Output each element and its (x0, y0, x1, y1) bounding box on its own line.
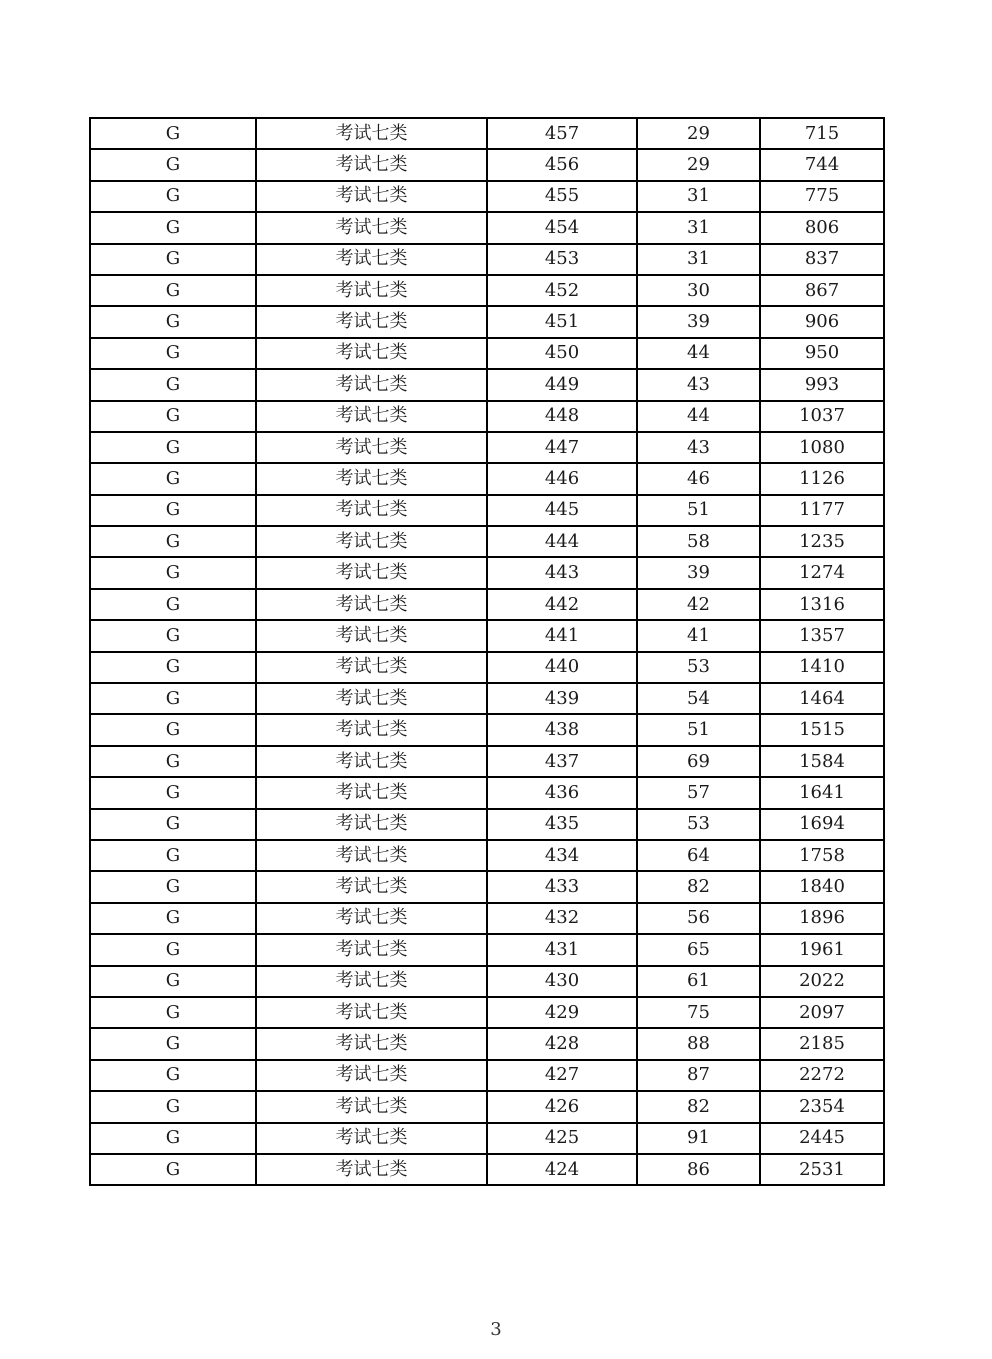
count-cell: 51 (637, 495, 760, 526)
cumulative-cell: 2185 (760, 1028, 884, 1059)
table-row (90, 401, 884, 432)
count-cell: 88 (637, 1028, 760, 1059)
count-cell: 87 (637, 1060, 760, 1091)
exam-type-cell: 考试七类 (256, 620, 487, 651)
table-row (90, 369, 884, 400)
table-row (90, 338, 884, 369)
count-cell: 41 (637, 620, 760, 651)
score-cell: 435 (487, 809, 637, 840)
cumulative-cell: 806 (760, 212, 884, 243)
score-cell: 425 (487, 1123, 637, 1154)
exam-type-cell: 考试七类 (256, 275, 487, 306)
cumulative-cell: 1410 (760, 652, 884, 683)
table-row (90, 149, 884, 180)
exam-type-cell: 考试七类 (256, 526, 487, 557)
cumulative-cell: 1177 (760, 495, 884, 526)
exam-type-cell: 考试七类 (256, 306, 487, 337)
score-cell: 427 (487, 1060, 637, 1091)
cumulative-cell: 1235 (760, 526, 884, 557)
score-cell: 450 (487, 338, 637, 369)
score-cell: 457 (487, 118, 637, 149)
exam-type-cell: 考试七类 (256, 966, 487, 997)
count-cell: 82 (637, 1091, 760, 1122)
exam-type-cell: 考试七类 (256, 244, 487, 275)
exam-type-cell: 考试七类 (256, 1091, 487, 1122)
score-cell: 452 (487, 275, 637, 306)
table-row (90, 557, 884, 588)
category-cell: G (90, 997, 256, 1028)
cumulative-cell: 1694 (760, 809, 884, 840)
table-row (90, 118, 884, 149)
category-cell: G (90, 1154, 256, 1185)
category-cell: G (90, 1091, 256, 1122)
category-cell: G (90, 966, 256, 997)
category-cell: G (90, 181, 256, 212)
count-cell: 44 (637, 401, 760, 432)
table-row (90, 809, 884, 840)
score-cell: 424 (487, 1154, 637, 1185)
category-cell: G (90, 871, 256, 902)
cumulative-cell: 1584 (760, 746, 884, 777)
cumulative-cell: 2097 (760, 997, 884, 1028)
cumulative-cell: 1357 (760, 620, 884, 651)
table-row (90, 652, 884, 683)
cumulative-cell: 1316 (760, 589, 884, 620)
count-cell: 46 (637, 463, 760, 494)
score-cell: 434 (487, 840, 637, 871)
table-row (90, 306, 884, 337)
count-cell: 86 (637, 1154, 760, 1185)
score-cell: 454 (487, 212, 637, 243)
exam-type-cell: 考试七类 (256, 683, 487, 714)
category-cell: G (90, 840, 256, 871)
table-row (90, 432, 884, 463)
table-row (90, 589, 884, 620)
count-cell: 30 (637, 275, 760, 306)
category-cell: G (90, 118, 256, 149)
table-row (90, 934, 884, 965)
score-cell: 440 (487, 652, 637, 683)
cumulative-cell: 1515 (760, 714, 884, 745)
cumulative-cell: 2272 (760, 1060, 884, 1091)
category-cell: G (90, 401, 256, 432)
score-cell: 441 (487, 620, 637, 651)
score-cell: 443 (487, 557, 637, 588)
score-cell: 442 (487, 589, 637, 620)
table-row (90, 746, 884, 777)
category-cell: G (90, 1123, 256, 1154)
exam-type-cell: 考试七类 (256, 840, 487, 871)
table-row (90, 1060, 884, 1091)
table-row (90, 526, 884, 557)
count-cell: 39 (637, 557, 760, 588)
category-cell: G (90, 589, 256, 620)
cumulative-cell: 1126 (760, 463, 884, 494)
exam-type-cell: 考试七类 (256, 1060, 487, 1091)
category-cell: G (90, 275, 256, 306)
score-cell: 448 (487, 401, 637, 432)
table-row (90, 1154, 884, 1185)
exam-type-cell: 考试七类 (256, 463, 487, 494)
category-cell: G (90, 934, 256, 965)
exam-type-cell: 考试七类 (256, 432, 487, 463)
score-cell: 453 (487, 244, 637, 275)
count-cell: 82 (637, 871, 760, 902)
category-cell: G (90, 652, 256, 683)
score-table (89, 117, 885, 1186)
cumulative-cell: 775 (760, 181, 884, 212)
cumulative-cell: 2445 (760, 1123, 884, 1154)
exam-type-cell: 考试七类 (256, 1123, 487, 1154)
cumulative-cell: 837 (760, 244, 884, 275)
count-cell: 43 (637, 432, 760, 463)
table-row (90, 1091, 884, 1122)
score-cell: 451 (487, 306, 637, 337)
cumulative-cell: 1961 (760, 934, 884, 965)
category-cell: G (90, 1028, 256, 1059)
table-row (90, 1123, 884, 1154)
score-cell: 432 (487, 903, 637, 934)
count-cell: 65 (637, 934, 760, 965)
cumulative-cell: 2531 (760, 1154, 884, 1185)
table-row (90, 275, 884, 306)
exam-type-cell: 考试七类 (256, 181, 487, 212)
score-cell: 436 (487, 777, 637, 808)
cumulative-cell: 1840 (760, 871, 884, 902)
table-body (90, 118, 884, 1185)
category-cell: G (90, 1060, 256, 1091)
category-cell: G (90, 432, 256, 463)
category-cell: G (90, 463, 256, 494)
score-cell: 455 (487, 181, 637, 212)
category-cell: G (90, 809, 256, 840)
cumulative-cell: 1896 (760, 903, 884, 934)
category-cell: G (90, 557, 256, 588)
category-cell: G (90, 746, 256, 777)
exam-type-cell: 考试七类 (256, 809, 487, 840)
score-cell: 431 (487, 934, 637, 965)
table-row (90, 620, 884, 651)
table-row (90, 495, 884, 526)
exam-type-cell: 考试七类 (256, 212, 487, 243)
exam-type-cell: 考试七类 (256, 997, 487, 1028)
count-cell: 69 (637, 746, 760, 777)
score-cell: 449 (487, 369, 637, 400)
table-row (90, 212, 884, 243)
count-cell: 54 (637, 683, 760, 714)
exam-type-cell: 考试七类 (256, 495, 487, 526)
cumulative-cell: 1080 (760, 432, 884, 463)
exam-type-cell: 考试七类 (256, 871, 487, 902)
table-row (90, 463, 884, 494)
score-cell: 444 (487, 526, 637, 557)
category-cell: G (90, 212, 256, 243)
score-cell: 456 (487, 149, 637, 180)
table-row (90, 683, 884, 714)
category-cell: G (90, 495, 256, 526)
count-cell: 29 (637, 149, 760, 180)
count-cell: 29 (637, 118, 760, 149)
cumulative-cell: 1758 (760, 840, 884, 871)
count-cell: 51 (637, 714, 760, 745)
score-cell: 437 (487, 746, 637, 777)
category-cell: G (90, 620, 256, 651)
cumulative-cell: 993 (760, 369, 884, 400)
category-cell: G (90, 149, 256, 180)
count-cell: 44 (637, 338, 760, 369)
score-cell: 447 (487, 432, 637, 463)
category-cell: G (90, 777, 256, 808)
table-row (90, 1028, 884, 1059)
count-cell: 31 (637, 212, 760, 243)
cumulative-cell: 867 (760, 275, 884, 306)
exam-type-cell: 考试七类 (256, 338, 487, 369)
count-cell: 39 (637, 306, 760, 337)
count-cell: 75 (637, 997, 760, 1028)
score-cell: 429 (487, 997, 637, 1028)
exam-type-cell: 考试七类 (256, 746, 487, 777)
count-cell: 57 (637, 777, 760, 808)
count-cell: 91 (637, 1123, 760, 1154)
exam-type-cell: 考试七类 (256, 714, 487, 745)
table-row (90, 714, 884, 745)
table-row (90, 871, 884, 902)
score-cell: 433 (487, 871, 637, 902)
cumulative-cell: 2354 (760, 1091, 884, 1122)
cumulative-cell: 950 (760, 338, 884, 369)
score-cell: 445 (487, 495, 637, 526)
count-cell: 53 (637, 652, 760, 683)
exam-type-cell: 考试七类 (256, 1154, 487, 1185)
table-row (90, 840, 884, 871)
table-row (90, 903, 884, 934)
page-number: 3 (490, 1319, 502, 1340)
exam-type-cell: 考试七类 (256, 934, 487, 965)
category-cell: G (90, 683, 256, 714)
exam-type-cell: 考试七类 (256, 401, 487, 432)
exam-type-cell: 考试七类 (256, 149, 487, 180)
count-cell: 31 (637, 244, 760, 275)
category-cell: G (90, 369, 256, 400)
exam-type-cell: 考试七类 (256, 118, 487, 149)
category-cell: G (90, 714, 256, 745)
exam-type-cell: 考试七类 (256, 369, 487, 400)
count-cell: 31 (637, 181, 760, 212)
cumulative-cell: 1641 (760, 777, 884, 808)
table-row (90, 997, 884, 1028)
score-cell: 426 (487, 1091, 637, 1122)
table-row (90, 181, 884, 212)
cumulative-cell: 744 (760, 149, 884, 180)
exam-type-cell: 考试七类 (256, 777, 487, 808)
exam-type-cell: 考试七类 (256, 557, 487, 588)
count-cell: 61 (637, 966, 760, 997)
exam-type-cell: 考试七类 (256, 652, 487, 683)
table-row (90, 966, 884, 997)
score-cell: 446 (487, 463, 637, 494)
count-cell: 56 (637, 903, 760, 934)
category-cell: G (90, 903, 256, 934)
category-cell: G (90, 526, 256, 557)
cumulative-cell: 1274 (760, 557, 884, 588)
cumulative-cell: 1037 (760, 401, 884, 432)
count-cell: 53 (637, 809, 760, 840)
exam-type-cell: 考试七类 (256, 589, 487, 620)
exam-type-cell: 考试七类 (256, 903, 487, 934)
score-cell: 428 (487, 1028, 637, 1059)
score-cell: 438 (487, 714, 637, 745)
cumulative-cell: 715 (760, 118, 884, 149)
category-cell: G (90, 244, 256, 275)
category-cell: G (90, 306, 256, 337)
cumulative-cell: 2022 (760, 966, 884, 997)
cumulative-cell: 906 (760, 306, 884, 337)
count-cell: 64 (637, 840, 760, 871)
cumulative-cell: 1464 (760, 683, 884, 714)
table-row (90, 777, 884, 808)
exam-type-cell: 考试七类 (256, 1028, 487, 1059)
table-row (90, 244, 884, 275)
score-cell: 430 (487, 966, 637, 997)
count-cell: 58 (637, 526, 760, 557)
category-cell: G (90, 338, 256, 369)
count-cell: 43 (637, 369, 760, 400)
count-cell: 42 (637, 589, 760, 620)
score-cell: 439 (487, 683, 637, 714)
